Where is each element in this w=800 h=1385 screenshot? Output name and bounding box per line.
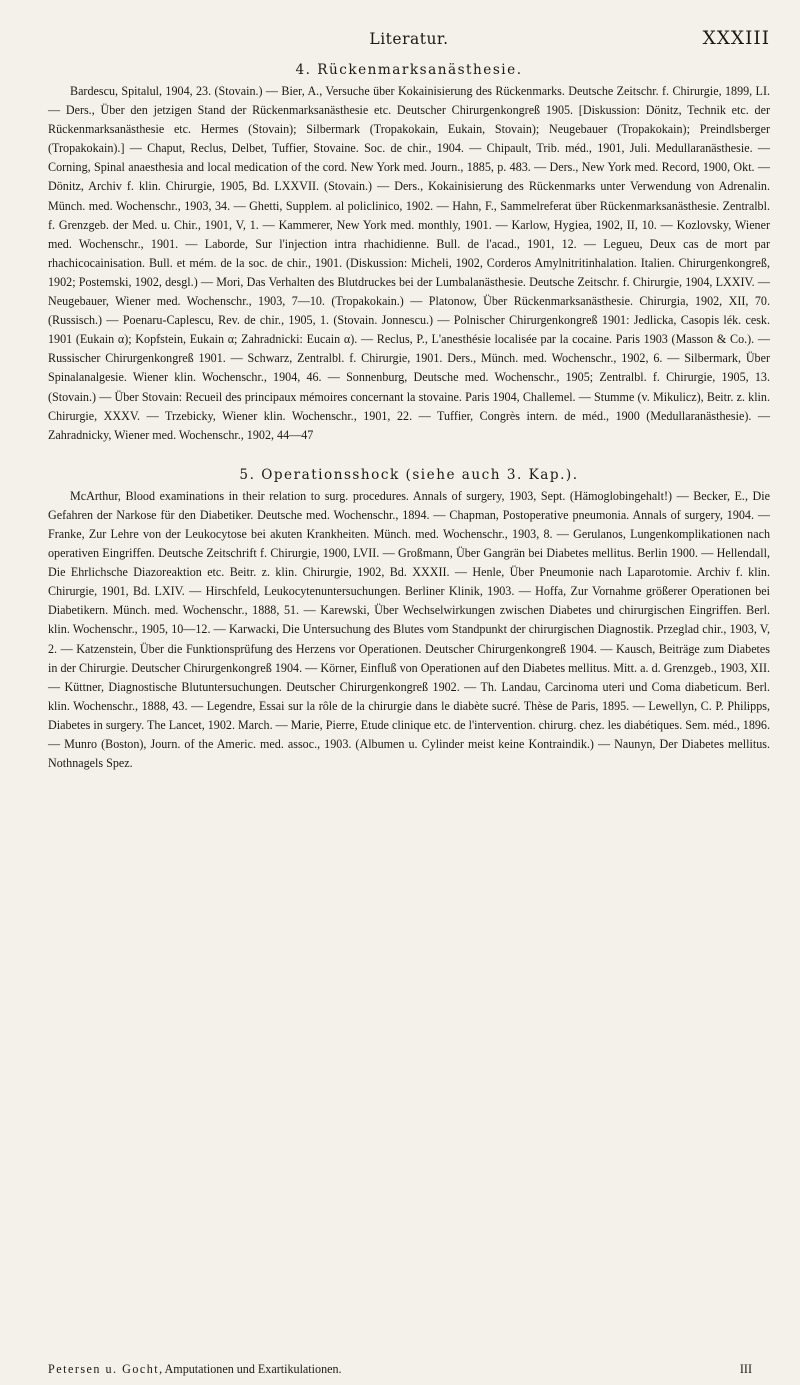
- footer-book-title: Amputationen und Exartikulationen.: [164, 1362, 342, 1376]
- footer-signature: III: [739, 1362, 752, 1376]
- book-page: [48, 0, 770, 1376]
- section-heading-5: 5. Operationsshock (siehe auch 3. Kap.).: [239, 466, 579, 483]
- footer-citation: Petersen u. Gocht, Amputationen und Exartikulationen.: [48, 1362, 342, 1376]
- page-number: XXXIII: [702, 28, 770, 49]
- running-header: [48, 0, 770, 62]
- section-heading-4: 4. Rückenmarksanästhesie.: [295, 62, 523, 78]
- footer-publisher: Petersen u. Gocht: [48, 1362, 160, 1376]
- bibliography-paragraph-5: McArthur, Blood examinations in their relation to surg. procedures. Annals of surgery, 1903, Sept. (Hämoglobingehalt!) — Becker, E., Die Gefahren der Narkose für den Diabetiker. Deutsche med. Wochenschr., 1894. — Chapman, Postoperative pneumonia. Annals of surgery, 1904. — Franke, Zur Lehre von der Leukocytose bei akuten Krankheiten. Münch. med. Wochenschr., 1903, 8. — Gerulanos, Lungenkomplikationen nach operativen Eingriffen. Deutsche Zeitschrift f. Chirurgie, 1900, LVII. — Großmann, Über Gangrän bei Diabetes mellitus. Berlin 1900. — Hellendall, Die Ehrlichsche Diazoreaktion etc. Beitr. z. klin. Chirurgie, 1902, Bd. XXXII. — Henle, Über Pneumonie nach Laparotomie. Archiv f. klin. Chirurgie, 1901, Bd. LXIV. — Hirschfeld, Leukocytenuntersuchungen. Berliner Klinik, 1903. — Hoffa, Zur Vornahme größerer Operationen bei Diabetikern. Münch. med. Wochenschr., 1888, 51. — Karewski, Über Wechselwirkungen zwischen Diabetes und chirurgischen Eingriffen. Berl. klin. Wochenschr., 1905, 10—12. — Karwacki, Die Untersuchung des Blutes vom Standpunkt der chirurgischen Diagnostik. Przeglad chir., 1903, V, 2. — Katzenstein, Über die Funktionsprüfung des Herzens vor Operationen. Deutscher Chirurgenkongreß 1904. — Kausch, Beiträge zum Diabetes in der Chirurgie. Deutscher Chirurgenkongreß 1904. — Körner, Einfluß von Operationen auf den Diabetes mellitus. Mitt. a. d. Grenzgeb., 1903, XII. — Küttner, Diagnostische Blutuntersuchungen. Deutscher Chirurgenkongreß 1902. — Th. Landau, Carcinoma uteri und Coma diabeticum. Berl. klin. Wochenschr., 1888, 43. — Legendre, Essai sur la rôle de la chirurgie dans le diabète sucré. Thèse de Paris, 1895. — Lewellyn, C. P. Philipps, Diabetes in surgery. The Lancet, 1902. March. — Marie, Pierre, Etude clinique etc. de l'intervention. chirurg. chez. les diabétiques. Sem. méd., 1896. — Munro (Boston), Journ. of the Americ. med. assoc., 1903. (Albumen u. Cylinder meist keine Kontraindik.) — Naunyn, Der Diabetes mellitus. Nothnagels Spez.: [48, 488, 770, 771]
- bibliography-paragraph-4: Bardescu, Spitalul, 1904, 23. (Stovain.) — Bier, A., Versuche über Kokainisierung des Rückenmarks. Deutsche Zeitschr. f. Chirurgie, 1899, LI. — Ders., Über den jetzigen Stand der Rückenmarksanästhesie etc. Deutscher Chirurgenkongreß 1905. [Diskussion: Dönitz, Technik etc. der Rückenmarksanästhesie etc. Hermes (Stovain); Silbermark (Tropakokain, Eukain, Stovain); Neugebauer (Tropakokain); Preindlsberger (Tropakokain).] — Chaput, Reclus, Delbet, Tuffier, Stovaine. Soc. de chir., 1904. — Chipault, Trib. méd., 1901, Juli. Medullaranästhesie. — Corning, Spinal anaesthesia and local medication of the cord. New York med. Journ., 1885, p. 483. — Ders., New York med. Record, 1900, Okt. — Dönitz, Archiv f. klin. Chirurgie, 1905, Bd. LXXVII. (Stovain.) — Ders., Kokainisierung des Rückenmarks unter Verwendung von Adrenalin. Münch. med. Wochenschr., 1903, 34. — Ghetti, Supplem. al policlinico, 1902. — Hahn, F., Sammelreferat über Rückenmarksanästhesie. Zentralbl. f. Grenzgeb. der Med. u. Chir., 1901, V, 1. — Kammerer, New York med. monthly, 1901. — Karlow, Hygiea, 1902, II, 10. — Kozlovsky, Wiener med. Wochenschr., 1901. — Laborde, Sur l'injection intra rhachidienne. Bull. de l'acad., 1901, 12. — Legueu, Deux cas de mort par rhachicocainisation. Bull. et mém. de la soc. de chir., 1901. (Diskussion: Micheli, 1902, Corderos Amylnitritinhalation. Italien. Chirurgenkongreß, 1902; Postemski, 1902, desgl.) — Mori, Das Verhalten des Blutdruckes bei der Lumbalanästhesie. Deutsche Zeitschr. f. Chirurgie, 1904, LXXIV. — Neugebauer, Wiener med. Wochenschr., 1903, 7—10. (Tropakokain.) — Platonow, Über Rückenmarksanästhesie. Chirurgia, 1902, XII, 70. (Russisch.) — Poenaru-Caplescu, Rev. de chir., 1905, 1. (Stovain. Jonnescu.) — Polnischer Chirurgenkongreß 1901: Jedlicka, Casopis lék. cesk. 1901 (Eukain α); Kopfstein, Eukain α; Zahradnicki: Eucain α). — Reclus, P., L'anesthésie localisée par la cocaine. Paris 1903 (Masson & Co.). — Russischer Chirurgenkongreß 1901. — Schwarz, Zentralbl. f. Chirurgie, 1901. Ders., Münch. med. Wochenschr., 1902, 6. — Silbermark, Über Spinalanalgesie. Wiener klin. Wochenschr., 1904, 46. — Sonnenburg, Deutsche med. Wochenschr., 1905; Zentralbl. f. Chirurgie, 1905, 13. (Stovain.) — Über Stovain: Recueil des principaux mémoires concernant la stovaine. Paris 1904, Challemel. — Stumme (v. Mikulicz), Beitr. z. klin. Chirurgie, XXXV. — Trzebicky, Wiener klin. Wochenschr., 1901, 22. — Tuffier, Congrès intern. de méd., 1900 (Medullaranästhesie). — Zahradnicky, Wiener med. Wochenschr., 1902, 44—47: [48, 84, 770, 442]
- running-title: Literatur.: [369, 30, 449, 48]
